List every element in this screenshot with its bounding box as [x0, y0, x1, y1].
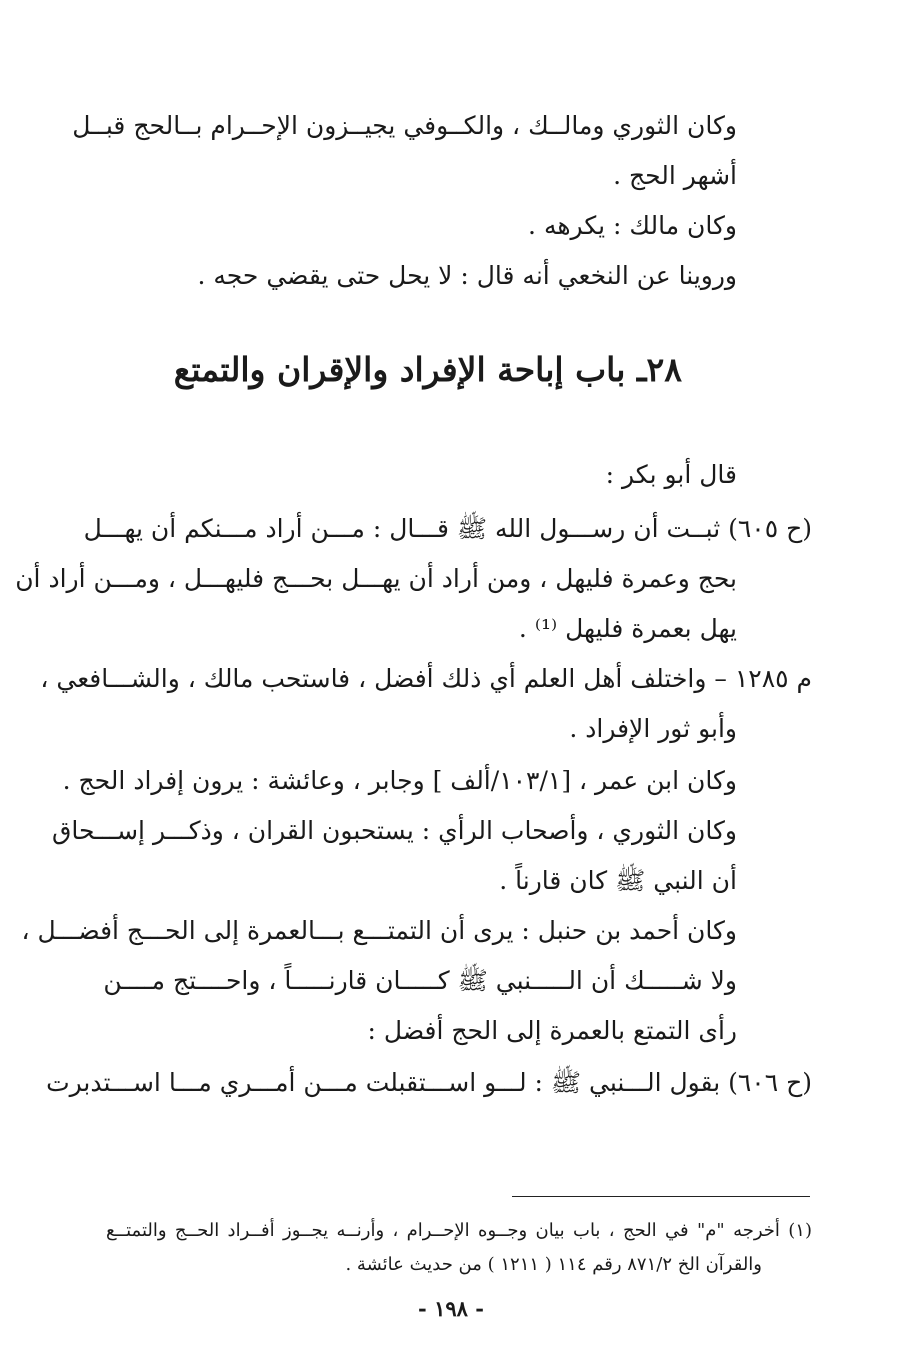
masala-1285-line: م ١٢٨٥ – واختلف أهل العلم أي ذلك أفضل ، فاستحب مالك ، والشـــافعي ،	[40, 664, 812, 693]
text-line: أشهر الحج .	[613, 161, 737, 190]
hadith-606-line: (ح ٦٠٦) بقول الـــنبي ﷺ : لـــو اســـتقبلت مـــن أمـــري مـــا اســـتدبرت	[46, 1068, 812, 1097]
text-line: رأى التمتع بالعمرة إلى الحج أفضل :	[367, 1016, 737, 1045]
text-line: وكان الثوري ومالــك ، والكــوفي يجيــزون الإحــرام بــالحج قبــل	[72, 111, 737, 140]
text-line: وأبو ثور الإفراد .	[569, 714, 737, 743]
text-line: أن النبي ﷺ كان قارناً .	[499, 866, 737, 895]
text-line: بحج وعمرة فليهل ، ومن أراد أن يهـــل بحـــج فليهـــل ، ومـــن أراد أن	[15, 564, 737, 593]
text-line: وكان أحمد بن حنبل : يرى أن التمتـــع بـــالعمرة إلى الحـــج أفضـــل ،	[21, 916, 737, 945]
page-number: - ١٩٨ -	[418, 1296, 484, 1321]
footnote-separator	[512, 1196, 810, 1197]
chapter-heading: ٢٨ـ باب إباحة الإفراد والإقران والتمتع	[173, 350, 682, 389]
footnote-line: (١) أخرجه "م" في الحج ، باب بيان وجــوه الإحــرام ، وأرنــه يجــوز أفــراد الحــج والتمتــع	[106, 1220, 812, 1241]
text-line: قال أبو بكر :	[605, 460, 737, 489]
hadith-605-line: (ح ٦٠٥) ثبــت أن رســـول الله ﷺ قـــال : مـــن أراد مـــنكم أن يهـــل	[83, 514, 812, 543]
footnote-line: والقرآن الخ ٨٧١/٢ رقم ١١٤ ( ١٢١١ ) من حديث عائشة .	[345, 1254, 762, 1275]
text-line: يهل بعمرة فليهل ⁽¹⁾ .	[518, 614, 737, 643]
text-line: وكان الثوري ، وأصحاب الرأي : يستحبون القران ، وذكـــر إســـحاق	[51, 816, 737, 845]
text-line: وروينا عن النخعي أنه قال : لا يحل حتى يقضي حجه .	[197, 261, 737, 290]
text-line: ولا شـــــك أن الـــــنبي ﷺ كـــــان قارنـــــاً ، واحــــتج مــــن	[103, 966, 737, 995]
text-line: وكان مالك : يكرهه .	[528, 211, 737, 240]
text-line: وكان ابن عمر ، [١٠٣/١/ألف ] وجابر ، وعائشة : يرون إفراد الحج .	[62, 766, 737, 795]
